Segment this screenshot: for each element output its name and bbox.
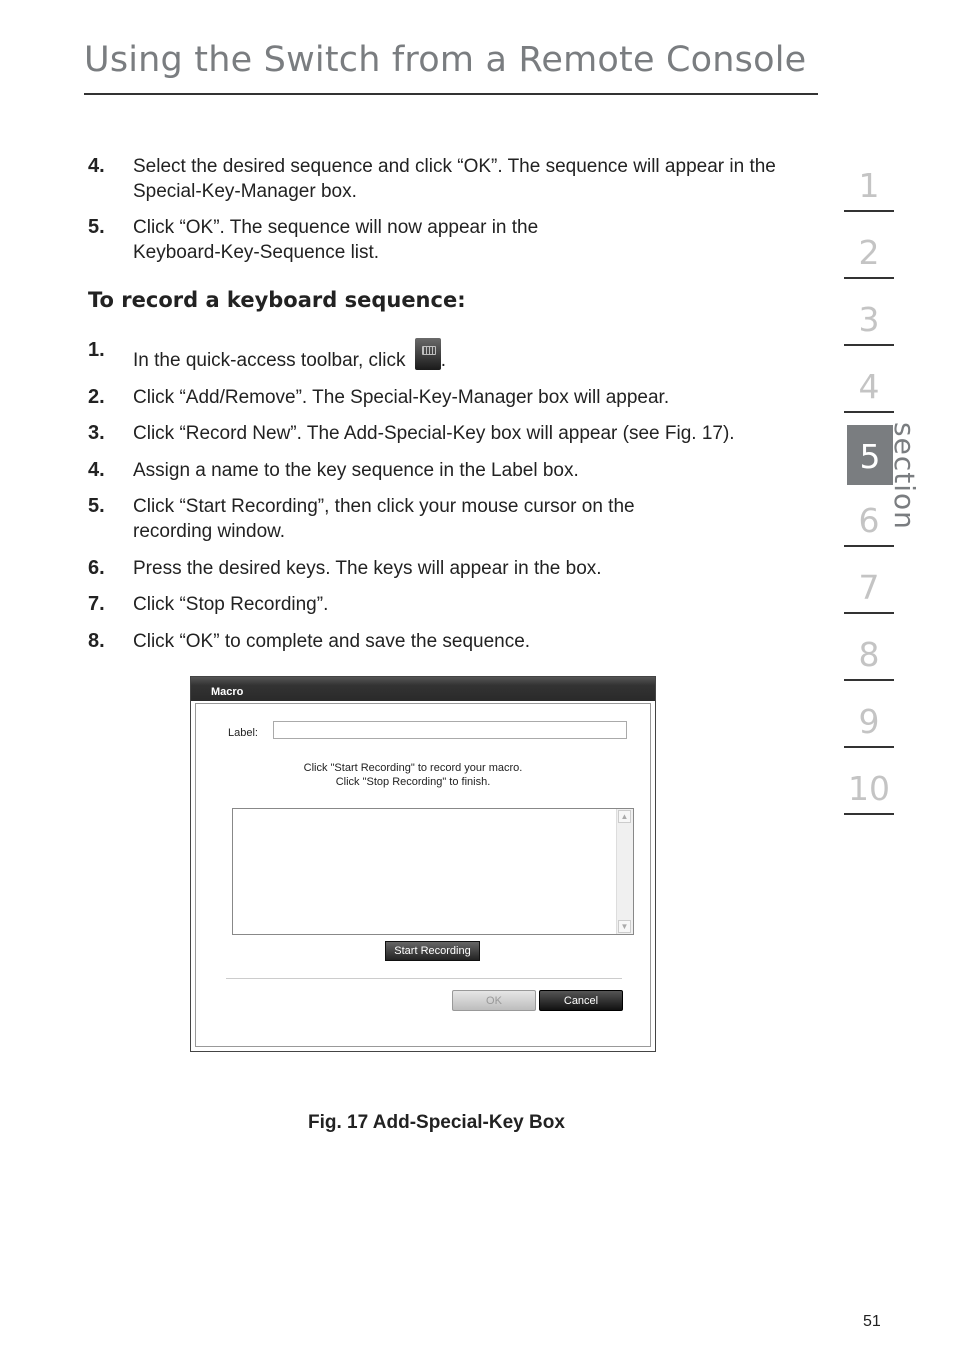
step-number: 6.	[88, 556, 105, 579]
step-text: Click “OK” to complete and save the sequence.	[133, 630, 531, 652]
list-item	[88, 629, 803, 654]
step-number: 1.	[88, 339, 105, 361]
section-number: 10	[848, 769, 890, 808]
macro-dialog	[190, 676, 656, 1052]
page-title: Using the Switch from a Remote Console	[84, 40, 807, 80]
step-number: 5.	[88, 216, 105, 238]
step-number: 3.	[88, 422, 105, 444]
step-suffix: .	[440, 350, 447, 371]
scrollbar[interactable]	[616, 809, 633, 934]
step-text: Click “Start Recording”, then click your mouse cursor on the recording window.	[133, 496, 635, 542]
label-input[interactable]	[273, 721, 627, 739]
section-tab-10[interactable]	[844, 751, 894, 815]
section-subheading: To record a keyboard sequence:	[88, 288, 466, 312]
step-number: 4.	[88, 155, 105, 177]
divider	[226, 978, 622, 979]
section-number: 3	[858, 300, 880, 339]
steps-list-top	[88, 154, 803, 276]
step-text: Click “Stop Recording”.	[133, 594, 329, 615]
section-tab-9[interactable]	[844, 684, 894, 748]
page-number: 51	[863, 1313, 881, 1330]
list-item	[88, 421, 803, 446]
step-number: 8.	[88, 629, 105, 652]
section-tab-1[interactable]	[844, 148, 894, 212]
section-number: 5	[859, 437, 881, 476]
figure-caption: Fig. 17 Add-Special-Key Box	[308, 1112, 565, 1133]
step-number: 2.	[88, 385, 105, 408]
recording-area[interactable]	[232, 808, 634, 935]
section-tab-8[interactable]	[844, 617, 894, 681]
list-item	[88, 338, 803, 373]
section-number: 4	[858, 367, 880, 406]
list-item	[88, 556, 803, 581]
list-item	[88, 494, 803, 544]
list-item	[88, 215, 803, 265]
step-text: Select the desired sequence and click “OK”. The sequence will appear in the Special-Key-Manager box.	[133, 156, 776, 202]
instruction-start: Click "Start Recording" to record your macro.	[303, 762, 523, 774]
section-number: 9	[858, 702, 880, 741]
steps-list-record	[88, 338, 803, 665]
section-number: 8	[858, 635, 880, 674]
keyboard-icon	[415, 338, 441, 370]
list-item	[88, 458, 803, 483]
label-field-label: Label:	[228, 727, 258, 739]
step-number: 7.	[88, 593, 105, 615]
section-tab-6[interactable]	[844, 483, 894, 547]
ok-button[interactable]: OK	[452, 990, 536, 1011]
section-tab-5[interactable]	[847, 425, 893, 485]
step-text: Click “OK”. The sequence will now appear in the Keyboard-Key-Sequence list.	[133, 217, 539, 263]
section-tab-2[interactable]	[844, 215, 894, 279]
list-item	[88, 592, 803, 617]
dialog-title: Macro	[211, 686, 244, 698]
section-label: section	[888, 422, 921, 530]
step-number: 4.	[88, 458, 105, 481]
step-text: Press the desired keys. The keys will appear in the box.	[133, 557, 602, 579]
list-item	[88, 154, 803, 204]
step-text: In the quick-access toolbar, click	[133, 350, 406, 371]
step-text: Click “Add/Remove”. The Special-Key-Manager box will appear.	[133, 386, 670, 408]
step-number: 5.	[88, 495, 105, 517]
cancel-button[interactable]: Cancel	[539, 990, 623, 1011]
section-number: 6	[858, 501, 880, 540]
start-recording-button[interactable]: Start Recording	[385, 941, 480, 961]
section-tab-7[interactable]	[844, 550, 894, 614]
scroll-up-icon[interactable]: ▲	[618, 810, 631, 823]
section-number: 1	[858, 166, 880, 205]
dialog-titlebar	[191, 677, 655, 701]
title-divider	[84, 93, 818, 95]
list-item	[88, 385, 803, 410]
step-text: Assign a name to the key sequence in the Label box.	[133, 459, 579, 481]
section-number: 7	[858, 568, 880, 607]
section-tab-4[interactable]	[844, 349, 894, 413]
step-text: Click “Record New”. The Add-Special-Key box will appear (see Fig. 17).	[133, 423, 735, 444]
section-number: 2	[858, 233, 880, 272]
section-tab-3[interactable]	[844, 282, 894, 346]
instruction-stop: Click "Stop Recording" to finish.	[335, 776, 491, 788]
scroll-down-icon[interactable]: ▼	[618, 920, 631, 933]
